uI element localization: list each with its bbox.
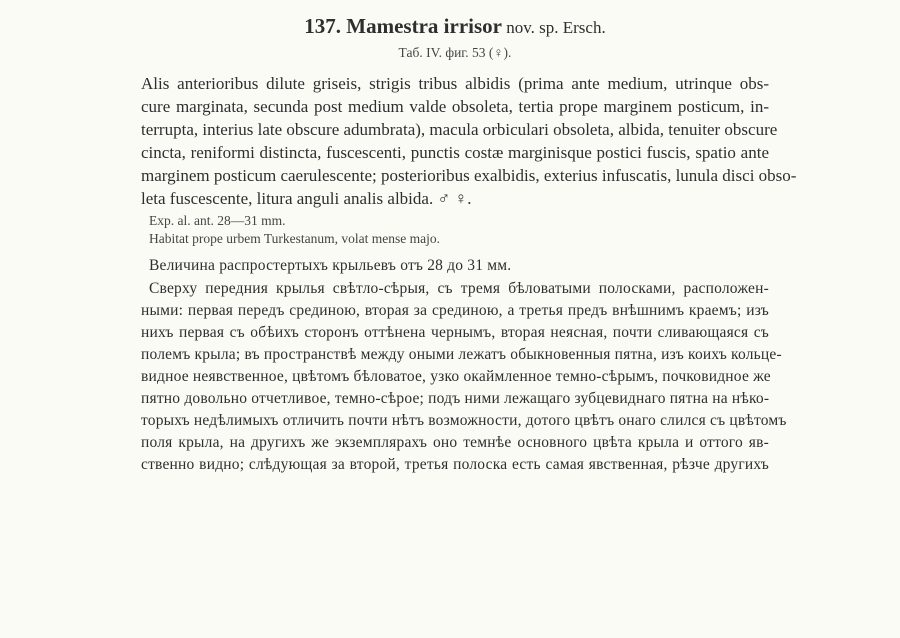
habitat-note: Habitat prope urbem Turkestanum, volat mense majo. <box>149 231 440 246</box>
latin-line: leta fuscescente, litura anguli analis albida. ♂ ♀. <box>141 189 472 208</box>
species-heading <box>141 12 769 42</box>
latin-line: cure marginata, secunda post medium valde obsoleta, tertia prope marginem posticum, in- <box>141 97 769 116</box>
russian-line: видное неявственное, цвѣтомъ бѣловатое, узко окаймленное темно-сѣрымъ, почковидное же <box>141 368 771 385</box>
russian-line: пятно довольно отчетливое, темно-сѣрое; подъ ними лежащаго зубцевиднаго пятна на нѣко- <box>141 390 770 407</box>
russian-line: ственно видно; слѣдующая за второй, третья полоска есть самая явственная, рѣзче другихъ <box>141 456 769 473</box>
latin-line: marginem posticum caerulescente; posterioribus exalbidis, exterius infuscatis, lunula disci obso- <box>141 166 797 185</box>
species-authority: nov. sp. Ersch. <box>501 18 606 37</box>
russian-line: нихъ первая съ обѣихъ сторонъ оттѣнена чернымъ, вторая неясная, почти сливающаяся съ <box>141 324 769 341</box>
plate-reference: Таб. IV. фиг. 53 (♀). <box>398 45 512 60</box>
species-name: Mamestra irrisor <box>346 14 502 38</box>
russian-line: торыхъ недѣлимыхъ отличить почти нѣтъ возможности, дотого цвѣтъ онаго слился съ цвѣтомъ <box>141 412 787 429</box>
latin-line: Alis anterioribus dilute griseis, strigis tribus albidis (prima ante medium, utrinque obs- <box>141 74 769 93</box>
wingspan-note: Exp. al. ant. 28—31 mm. <box>149 213 286 228</box>
latin-line: terrupta, interius late obscure adumbrata), macula orbiculari obsoleta, albida, tenuiter obscure <box>141 120 778 139</box>
russian-line: полемъ крыла; въ пространствѣ между оными лежатъ обыкновенныя пятна, изъ коихъ кольце- <box>141 346 782 363</box>
russian-line: Величина распростертыхъ крыльевъ отъ 28 до 31 мм. <box>149 257 512 274</box>
russian-line: Сверху передния крылья свѣтло-сѣрыя, съ тремя бѣловатыми полосками, расположен- <box>149 280 769 297</box>
species-number: 137. <box>304 14 342 38</box>
russian-line: ными: первая передъ срединою, вторая за срединою, а третья предъ внѣшнимъ краемъ; изъ <box>141 302 769 319</box>
russian-line: поля крыла, на другихъ же экземплярахъ оно темнѣе основного цвѣта крыла и оттого яв- <box>141 434 769 451</box>
latin-line: cincta, reniformi distincta, fuscescenti, punctis costæ marginisque postici fuscis, spatio ante <box>141 143 769 162</box>
